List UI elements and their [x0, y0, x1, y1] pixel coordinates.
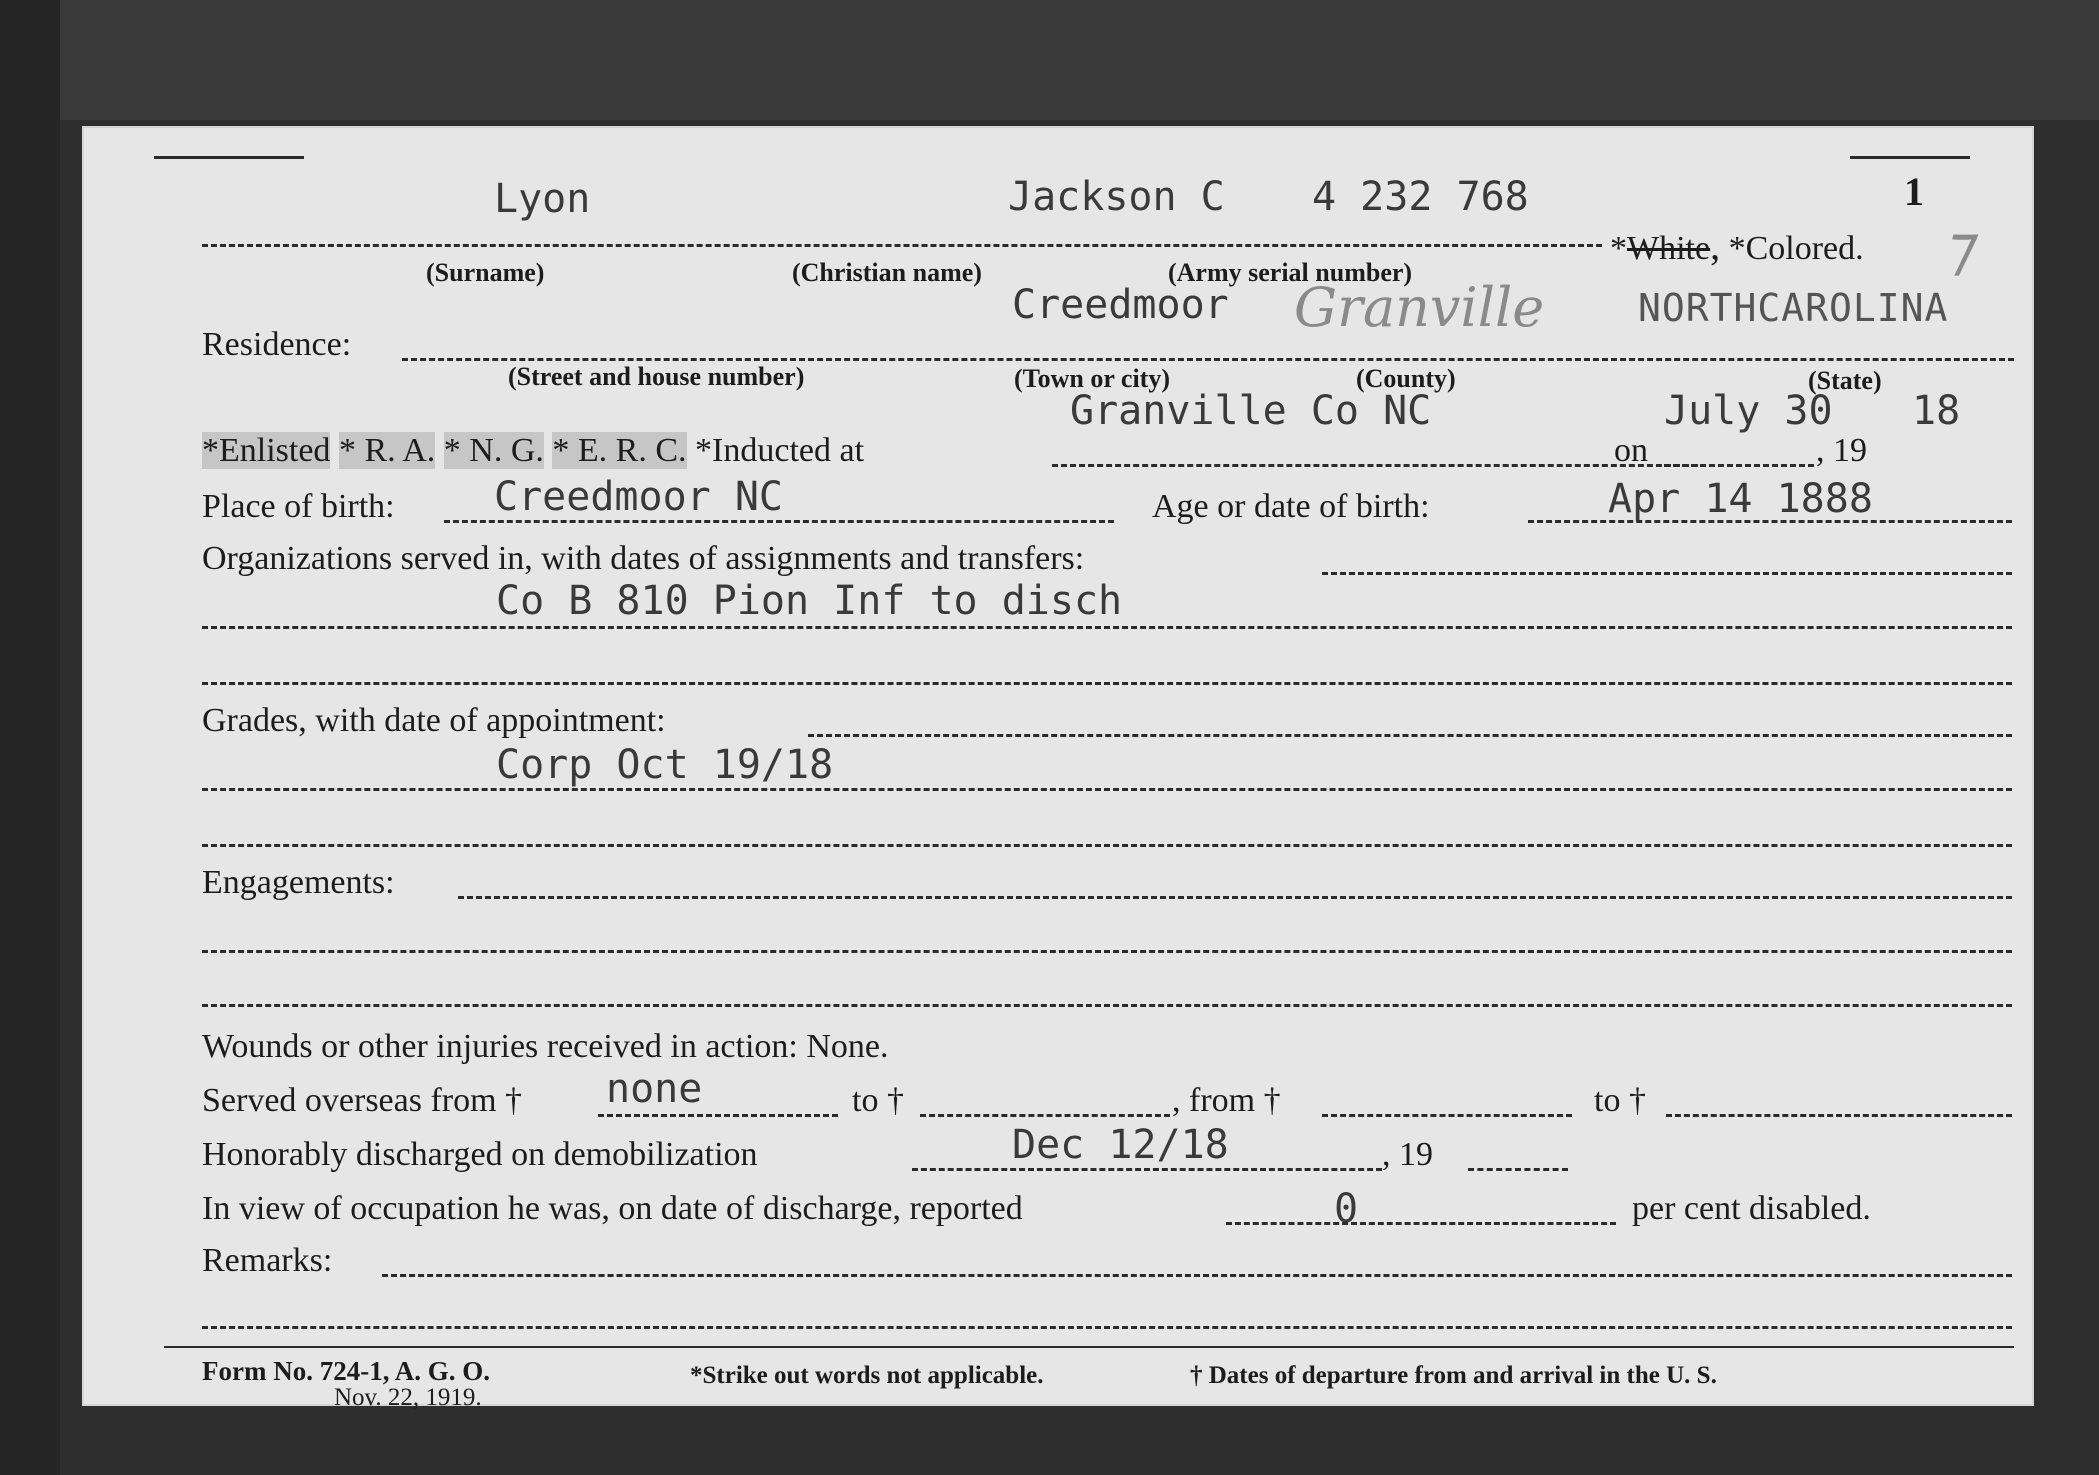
overseas-from2-line: [1322, 1114, 1572, 1117]
induction-year-prefix: , 19: [1816, 432, 1867, 469]
engagements-label: Engagements:: [202, 864, 395, 901]
occupation-label: In view of occupation he was, on date of discharge, reported: [202, 1190, 1023, 1227]
caption-state: (State): [1808, 366, 1882, 395]
caption-christian-name: (Christian name): [792, 258, 982, 287]
card-number: 1: [1904, 169, 1924, 214]
caption-county: (County): [1356, 364, 1456, 393]
grades-line-2: [202, 844, 2012, 847]
service-record-card: [82, 126, 2034, 1411]
remarks-line-0: [382, 1274, 2012, 1277]
grades-line-1: [202, 788, 2012, 791]
wounds-label: Wounds or other injuries received in action: None.: [202, 1028, 889, 1065]
on-label: on: [1614, 432, 1648, 469]
residence-state-stamp: NORTHCAROLINA: [1638, 286, 1949, 330]
caption-surname: (Surname): [426, 258, 545, 287]
ra-shaded: * R. A.: [338, 432, 436, 469]
overseas-to-line: [920, 1114, 1170, 1117]
race-white-struck: White: [1627, 230, 1711, 267]
overseas-from-value: none: [606, 1066, 703, 1112]
corner-rule-right: [1850, 156, 1970, 159]
ng-shaded: * N. G.: [443, 432, 544, 469]
induction-year-value: 18: [1912, 388, 1961, 434]
engagements-line-0: [458, 896, 2012, 899]
footnote-strike: *Strike out words not applicable.: [690, 1362, 1044, 1389]
footer-rule: [164, 1346, 2014, 1348]
inducted-place-value: Granville Co NC: [1070, 388, 1432, 434]
remarks-line-1: [202, 1326, 2012, 1329]
discharge-year-line: [1468, 1168, 1568, 1171]
enlisted-shaded: *Enlisted: [202, 432, 331, 469]
disability-value: 0: [1334, 1186, 1359, 1232]
residence-line: [402, 358, 2014, 361]
scan-background-left: [0, 0, 60, 1475]
race-star-1: *: [1610, 230, 1627, 267]
scan-background-top: [0, 0, 2099, 120]
engagements-line-2: [202, 1004, 2012, 1007]
grades-value: Corp Oct 19/18: [496, 742, 834, 788]
overseas-to2-line: [1666, 1114, 2012, 1117]
on-line: [1664, 464, 1814, 467]
birth-date-label: Age or date of birth:: [1152, 488, 1430, 525]
birth-place-label: Place of birth:: [202, 488, 395, 525]
overseas-from-line: [598, 1114, 838, 1117]
name-line: [202, 244, 1602, 247]
erc-shaded: * E. R. C.: [552, 432, 687, 469]
overseas-from2-label: , from †: [1172, 1082, 1281, 1119]
residence-town-value: Creedmoor: [1012, 282, 1229, 328]
serial-number-value: 4 232 768: [1312, 174, 1529, 220]
christian-name-value: Jackson C: [1008, 174, 1225, 220]
surname-value: Lyon: [494, 176, 591, 222]
overseas-to-label: to †: [852, 1082, 904, 1119]
birth-date-line: [1528, 520, 2012, 523]
overseas-label: Served overseas from †: [202, 1082, 523, 1119]
overseas-to2-label: to †: [1594, 1082, 1646, 1119]
race-field: *White, *Colored.: [1610, 223, 1864, 268]
discharge-date-line: [912, 1168, 1382, 1171]
disability-line: [1226, 1222, 1616, 1225]
inducted-line: [1052, 464, 1698, 467]
birth-date-value: Apr 14 1888: [1608, 476, 1873, 522]
corner-rule-left: [154, 156, 304, 159]
form-date: Nov. 22, 1919.: [334, 1384, 482, 1411]
disabled-suffix: per cent disabled.: [1632, 1190, 1871, 1227]
service-type-field: [202, 432, 864, 470]
caption-town: (Town or city): [1014, 364, 1170, 393]
discharged-label: Honorably discharged on demobilization: [202, 1136, 758, 1173]
residence-label: Residence:: [202, 326, 352, 363]
induction-date-value: July 30: [1664, 388, 1833, 434]
organizations-value: Co B 810 Pion Inf to disch: [496, 578, 1123, 624]
remarks-label: Remarks:: [202, 1242, 333, 1279]
footnote-dates: † Dates of departure from and arrival in the U. S.: [1190, 1362, 1717, 1389]
discharge-date-value: Dec 12/18: [1012, 1122, 1229, 1168]
organizations-label: Organizations served in, with dates of assignments and transfers:: [202, 540, 1085, 577]
birth-place-line: [444, 520, 1114, 523]
grades-label: Grades, with date of appointment:: [202, 702, 666, 739]
discharge-year-prefix: , 19: [1382, 1136, 1433, 1173]
organizations-line-2: [202, 682, 2012, 685]
inducted-label: *Inducted at: [695, 432, 865, 469]
birth-place-value: Creedmoor NC: [494, 474, 783, 520]
race-star-2: *: [1728, 230, 1746, 267]
organizations-line-1: [202, 626, 2012, 629]
engagements-line-1: [202, 950, 2012, 953]
grades-line-0: [808, 734, 2012, 737]
organizations-line-0: [1322, 572, 2012, 575]
caption-street: (Street and house number): [508, 362, 805, 391]
handwritten-check-mark: ⁊: [1942, 210, 1973, 283]
caption-serial-number: (Army serial number): [1168, 258, 1413, 287]
residence-county-handwritten: Granville: [1294, 276, 1545, 339]
form-number: Form No. 724-1, A. G. O.: [202, 1356, 490, 1386]
race-colored: Colored.: [1745, 230, 1864, 267]
